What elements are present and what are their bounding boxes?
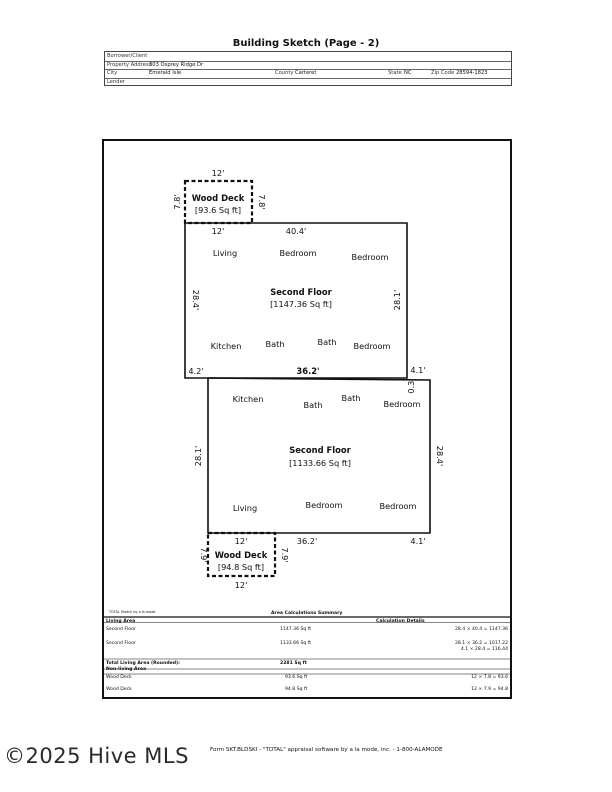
- county-label: County: [275, 70, 294, 76]
- zip-label: Zip Code: [431, 70, 455, 76]
- living-area-header: Living Area: [106, 619, 136, 624]
- summary-row-calc: 4.1 × 28.4 = 116.44: [460, 647, 508, 652]
- city-value: Emerald Isle: [149, 70, 182, 76]
- upper-right-step-dim: 0.3': [406, 378, 416, 394]
- nonliving-row-calc: 12 × 7.9 = 94.8: [471, 687, 508, 692]
- summary-row-calc: 28.4 × 40.4 = 1147.36: [455, 627, 508, 632]
- upper-bottom-right-dim: 4.1': [410, 365, 426, 375]
- page-title: Building Sketch (Page - 2): [232, 38, 380, 49]
- upper-bottom-dim: 36.2': [296, 366, 320, 376]
- deck-top-left-dim: 7.8': [172, 194, 182, 210]
- lower-bottom-mid-dim: 36.2': [296, 536, 318, 546]
- upper-room-living: Living: [212, 248, 238, 258]
- address-label: Property Address: [107, 61, 152, 68]
- upper-room-bath-2: Bath: [317, 337, 337, 347]
- footer-form-text: Form SKT.BLDSKI - "TOTAL" appraisal software by a la mode, inc. - 1-800-ALAMODE: [210, 747, 443, 753]
- deck-bottom-bottom-dim: 12': [234, 580, 248, 590]
- upper-room-bedroom-1: Bedroom: [279, 248, 317, 258]
- upper-bottom-left-dim: 4.2': [188, 366, 204, 376]
- summary-row-name: Second Floor: [106, 641, 136, 646]
- nonliving-row-area: 93.6 Sq ft: [285, 675, 308, 680]
- lower-room-bath-1: Bath: [303, 400, 323, 410]
- upper-left-dim: 28.4': [191, 289, 201, 311]
- deck-bottom-left-dim: 7.9': [199, 547, 209, 563]
- upper-floor-area: [1147.36 Sq ft]: [270, 299, 332, 309]
- lender-label: Lender: [107, 78, 125, 85]
- deck-top-bottom-dim: 12': [211, 226, 225, 236]
- calc-details-header: Calculation Details: [376, 619, 425, 624]
- deck-top-right-dim: 7.8': [257, 194, 267, 210]
- address-value: 303 Osprey Ridge Dr: [149, 61, 204, 68]
- total-living-value: 2281 Sq ft: [280, 661, 307, 666]
- lower-room-kitchen: Kitchen: [232, 394, 264, 404]
- state-label: State: [388, 70, 402, 76]
- upper-room-kitchen: Kitchen: [210, 341, 242, 351]
- upper-room-bedroom-3: Bedroom: [353, 341, 391, 351]
- deck-top-top-dim: 12': [211, 168, 225, 178]
- lower-room-bedroom-1: Bedroom: [383, 399, 421, 409]
- state-value: NC: [404, 70, 412, 76]
- summary-row-area: 1147.36 Sq ft: [280, 627, 312, 632]
- lower-room-bedroom-3: Bedroom: [379, 501, 417, 511]
- nonliving-row-area: 94.8 Sq ft: [285, 687, 308, 692]
- borrower-label: Borrower/Client: [107, 53, 148, 59]
- zip-value: 28594-1823: [456, 70, 488, 76]
- lower-room-living: Living: [232, 503, 258, 513]
- deck-bottom-right-dim: 7.9': [280, 547, 290, 563]
- total-living-label: Total Living Area (Rounded):: [106, 661, 180, 666]
- lower-floor-name: Second Floor: [289, 445, 351, 455]
- summary-row-area: 1133.66 Sq ft: [280, 641, 312, 646]
- lower-floor-area: [1133.66 Sq ft]: [289, 458, 351, 468]
- deck-bottom-name: Wood Deck: [214, 550, 268, 560]
- lower-bottom-right-dim: 4.1': [410, 536, 426, 546]
- lower-room-bedroom-2: Bedroom: [305, 500, 343, 510]
- nonliving-header: Non-living Area: [106, 667, 147, 672]
- lower-room-bath-2: Bath: [341, 393, 361, 403]
- summary-row-calc: 28.1 × 36.2 = 1017.22: [455, 641, 508, 646]
- watermark: ©2025 Hive MLS: [4, 744, 189, 768]
- deck-bottom-area: [94.8 Sq ft]: [217, 562, 265, 572]
- deck-top-area: [93.6 Sq ft]: [194, 205, 242, 215]
- nonliving-row-name: Wood Deck: [106, 675, 132, 680]
- upper-room-bath-1: Bath: [265, 339, 285, 349]
- summary-row-name: Second Floor: [106, 627, 136, 632]
- upper-room-bedroom-2: Bedroom: [351, 252, 389, 262]
- summary-credit: TOTAL Sketch by a la mode: [109, 610, 156, 614]
- lower-right-dim: 28.4': [435, 445, 445, 467]
- nonliving-row-name: Wood Deck: [106, 687, 132, 692]
- summary-title: Area Calculations Summary: [271, 611, 343, 616]
- city-label: City: [107, 70, 118, 76]
- lower-left-dim: 28.1': [193, 445, 203, 467]
- lower-bottom-left-dim: 12': [234, 536, 248, 546]
- upper-right-dim: 28.1': [392, 289, 402, 311]
- nonliving-row-calc: 12 × 7.8 = 93.6: [471, 675, 508, 680]
- upper-top-dim: 40.4': [285, 226, 307, 236]
- county-value: Carteret: [295, 70, 317, 76]
- deck-top-name: Wood Deck: [191, 193, 245, 203]
- upper-floor-name: Second Floor: [270, 287, 332, 297]
